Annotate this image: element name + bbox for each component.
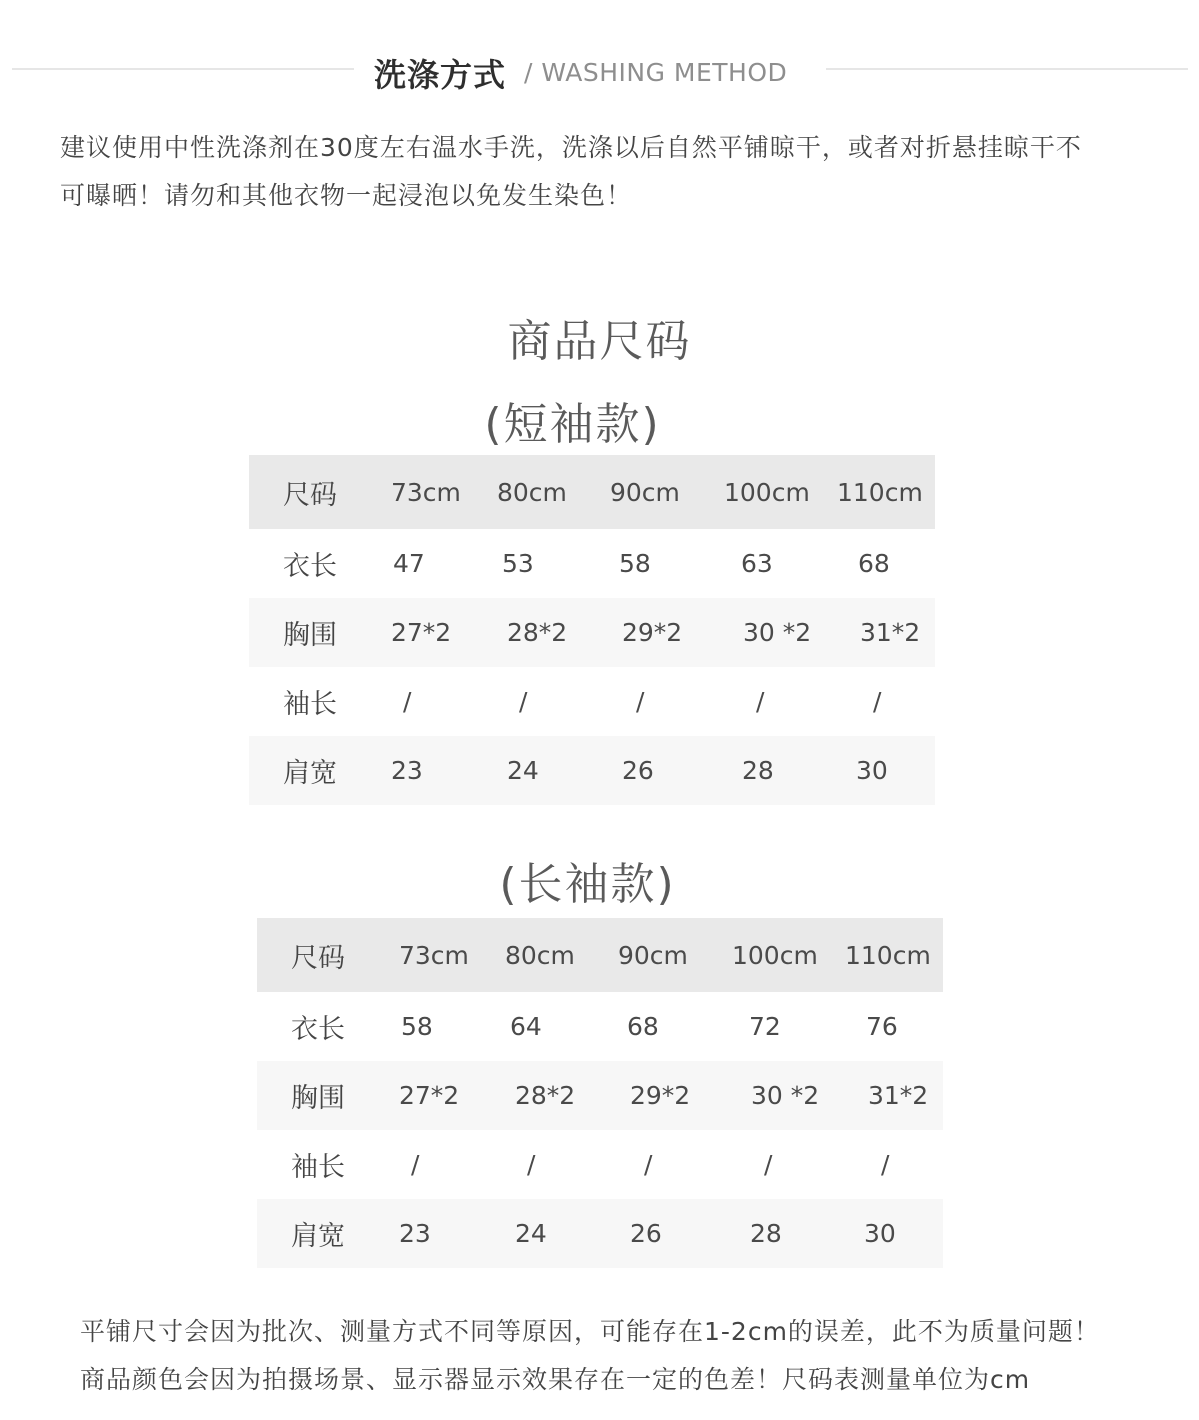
table-row: [257, 1061, 943, 1130]
table-cell: 68: [858, 549, 890, 578]
table-row: [249, 667, 935, 736]
row-label: 袖长: [283, 689, 337, 720]
table-cell: /: [764, 1150, 773, 1179]
table-cell: /: [644, 1150, 653, 1179]
table-cell: /: [403, 687, 412, 716]
table-cell: 26: [616, 1199, 732, 1268]
measurement-note-line-1: 平铺尺寸会因为批次、测量方式不同等原因，可能存在1-2cm的误差，此不为质量问题！: [80, 1317, 1100, 1346]
size-section-title: 商品尺码: [507, 316, 692, 367]
washing-method-subtitle: / WASHING METHOD: [524, 58, 788, 87]
table-cell: 23: [397, 1199, 503, 1268]
table-cell: /: [519, 687, 528, 716]
washing-method-header: [0, 44, 1199, 96]
measurement-note-line-2: 商品颜色会因为拍摄场景、显示器显示效果存在一定的色差！尺码表测量单位为cm: [80, 1365, 1031, 1394]
table-cell: /: [636, 687, 645, 716]
table-cell: 29*2: [608, 598, 724, 667]
header-cell: 110cm: [845, 918, 943, 992]
table-cell: 28*2: [495, 598, 608, 667]
short-sleeve-title: (短袖款): [484, 399, 661, 450]
table-cell: 72: [749, 1012, 781, 1041]
table-cell: /: [873, 687, 882, 716]
row-label: 衣长: [283, 551, 337, 582]
table-cell: /: [411, 1150, 420, 1179]
table-cell: 30: [845, 1199, 943, 1268]
table-cell: /: [527, 1150, 536, 1179]
row-label: 袖长: [291, 1152, 345, 1183]
header-cell: 73cm: [389, 455, 495, 529]
table-row: [249, 598, 935, 667]
table-cell: 63: [741, 549, 773, 578]
row-label: 肩宽: [257, 1199, 397, 1268]
table-cell: 76: [866, 1012, 898, 1041]
table-cell: 68: [627, 1012, 659, 1041]
washing-instructions: [60, 124, 1160, 220]
table-row: [257, 992, 943, 1061]
table-row: [257, 1199, 943, 1268]
table-cell: /: [881, 1150, 890, 1179]
table-cell: 47: [393, 549, 425, 578]
table-cell: 53: [502, 549, 534, 578]
row-label: 肩宽: [249, 736, 389, 805]
table-cell: 58: [401, 1012, 433, 1041]
header-cell: 80cm: [495, 455, 608, 529]
table-cell: 27*2: [389, 598, 495, 667]
header-cell: 90cm: [608, 455, 724, 529]
table-header-row: [257, 918, 943, 992]
table-cell: 26: [608, 736, 724, 805]
table-row: [249, 736, 935, 805]
header-cell: 100cm: [732, 918, 845, 992]
measurement-notes: [80, 1308, 1100, 1404]
table-cell: 29*2: [616, 1061, 732, 1130]
table-cell: 31*2: [837, 598, 935, 667]
table-cell: 64: [510, 1012, 542, 1041]
header-cell: 尺码: [257, 918, 397, 992]
header-cell: 90cm: [616, 918, 732, 992]
header-cell: 73cm: [397, 918, 503, 992]
header-divider-left: [12, 68, 354, 70]
header-divider-right: [826, 68, 1188, 70]
washing-instructions-line-2: 可曝晒！请勿和其他衣物一起浸泡以免发生染色！: [60, 181, 633, 210]
row-label: 衣长: [291, 1014, 345, 1045]
table-row: [249, 529, 935, 598]
table-cell: 28*2: [503, 1061, 616, 1130]
table-cell: 30 *2: [724, 598, 837, 667]
header-cell: 110cm: [837, 455, 935, 529]
long-sleeve-title: (长袖款): [499, 859, 676, 910]
table-cell: 58: [619, 549, 651, 578]
table-cell: 27*2: [397, 1061, 503, 1130]
table-cell: /: [756, 687, 765, 716]
table-cell: 30: [837, 736, 935, 805]
table-row: [257, 1130, 943, 1199]
table-cell: 24: [495, 736, 608, 805]
table-cell: 31*2: [845, 1061, 943, 1130]
table-header-row: [249, 455, 935, 529]
header-cell: 80cm: [503, 918, 616, 992]
table-cell: 30 *2: [732, 1061, 845, 1130]
table-cell: 28: [724, 736, 837, 805]
row-label: 胸围: [257, 1061, 397, 1130]
table-cell: 23: [389, 736, 495, 805]
header-cell: 尺码: [249, 455, 389, 529]
washing-instructions-line-1: 建议使用中性洗涤剂在30度左右温水手洗，洗涤以后自然平铺晾干，或者对折悬挂晾干不: [60, 133, 1082, 162]
table-cell: 24: [503, 1199, 616, 1268]
row-label: 胸围: [249, 598, 389, 667]
short-sleeve-size-table: [249, 455, 935, 805]
washing-method-title: 洗涤方式: [374, 56, 507, 94]
header-cell: 100cm: [724, 455, 837, 529]
long-sleeve-size-table: [257, 918, 943, 1268]
table-cell: 28: [732, 1199, 845, 1268]
